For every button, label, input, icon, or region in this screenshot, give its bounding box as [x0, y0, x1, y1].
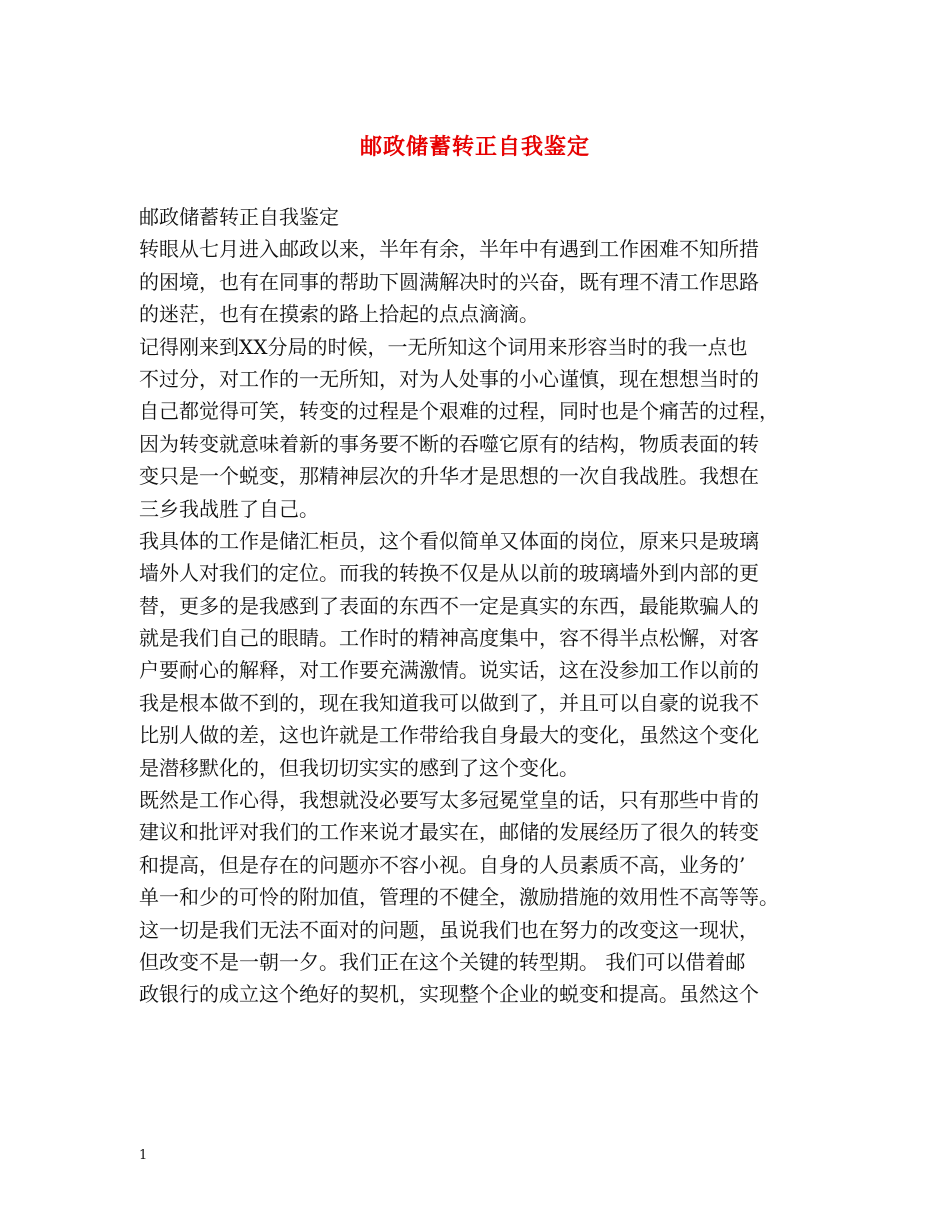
text-line: 比别人做的差，这也许就是工作带给我自身最大的变化，虽然这个变化	[139, 723, 759, 748]
text-line: 墙外人对我们的定位。而我的转换不仅是从以前的玻璃墙外到内部的更	[139, 561, 759, 586]
text-line: 这一切是我们无法不面对的问题，虽说我们也在努力的改变这一现状，	[139, 917, 759, 942]
text-line: 因为转变就意味着新的事务要不断的吞噬它原有的结构，物质表面的转	[139, 431, 759, 456]
text-line: 政银行的成立这个绝好的契机，实现整个企业的蜕变和提高。虽然这个	[139, 982, 759, 1007]
text-line: 户要耐心的解释，对工作要充满激情。说实话，这在没参加工作以前的	[139, 658, 759, 683]
page-number: 1	[139, 1148, 148, 1163]
text-line: 就是我们自己的眼睛。工作时的精神高度集中，容不得半点松懈，对客	[139, 626, 759, 651]
text-line: 替，更多的是我感到了表面的东西不一定是真实的东西，最能欺骗人的	[139, 593, 759, 618]
text-line: 单一和少的可怜的附加值，管理的不健全，激励措施的效用性不高等等。	[139, 885, 779, 910]
document-body	[139, 201, 839, 1011]
text-line: 的迷茫，也有在摸索的路上拾起的点点滴滴。	[139, 302, 539, 327]
text-line: 建议和批评对我们的工作来说才最实在，邮储的发展经历了很久的转变	[139, 820, 759, 845]
text-line: 的困境，也有在同事的帮助下圆满解决时的兴奋，既有理不清工作思路	[139, 269, 759, 294]
text-line: 转眼从七月进入邮政以来，半年有余，半年中有遇到工作困难不知所措	[139, 237, 759, 262]
document-title: 邮政储蓄转正自我鉴定	[359, 134, 590, 160]
text-line: 是潜移默化的，但我切切实实的感到了这个变化。	[139, 755, 579, 780]
text-line: 邮政储蓄转正自我鉴定	[139, 205, 339, 229]
text-line: 我具体的工作是储汇柜员，这个看似简单又体面的岗位，原来只是玻璃	[139, 528, 759, 553]
text-line: 和提高，但是存在的问题亦不容小视。自身的人员素质不高，业务的’	[139, 852, 746, 877]
text-line: 三乡我战胜了自己。	[139, 496, 319, 521]
text-line: 我是根本做不到的，现在我知道我可以做到了，并且可以自豪的说我不	[139, 690, 759, 715]
text-line: 不过分，对工作的一无所知，对为人处事的小心谨慎，现在想想当时的	[139, 366, 759, 391]
text-line: 变只是一个蜕变，那精神层次的升华才是思想的一次自我战胜。我想在	[139, 464, 759, 489]
text-line: 记得刚来到XX分局的时候，一无所知这个词用来形容当时的我一点也	[139, 334, 748, 359]
text-line: 既然是工作心得，我想就没必要写太多冠冕堂皇的话，只有那些中肯的	[139, 788, 759, 813]
text-line: 自己都觉得可笑，转变的过程是个艰难的过程，同时也是个痛苦的过程，	[139, 399, 779, 424]
text-line: 但改变不是一朝一夕。我们正在这个关键的转型期。 我们可以借着邮	[139, 949, 746, 974]
